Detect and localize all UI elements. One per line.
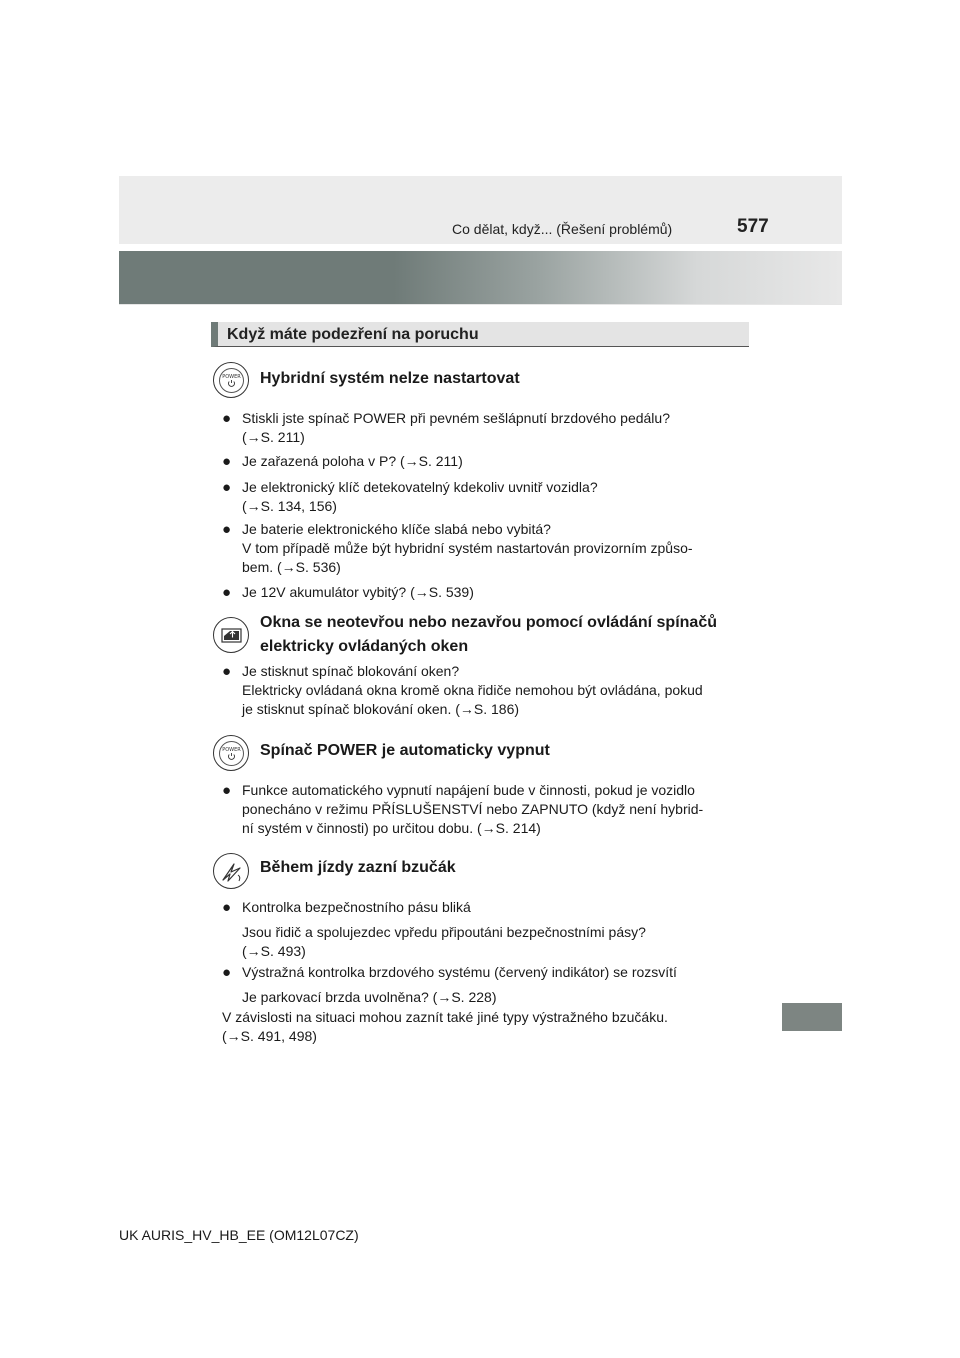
group-heading-windows [260,611,717,659]
bullet-icon: ● [222,964,232,981]
section-heading-text: Když máte podezření na poruchu [227,326,479,343]
bullet-icon: ● [222,521,232,538]
item-line: (→S. 211) [242,429,305,445]
item-line: Elektricky ovládaná okna kromě okna řidiče nemohou být ovládána, pokud [242,682,703,698]
item-line: (→S. 134, 156) [242,498,337,514]
power-icon-label: POWER [222,374,241,380]
header-title: Co dělat, když... (Řešení problémů) [452,221,673,237]
item-line: Je zařazená poloha v P? (→S. 211) [242,453,463,469]
bullet-icon: ● [222,410,232,427]
power-window-icon [213,617,249,653]
item-line: ponecháno v režimu PŘÍSLUŠENSTVÍ nebo ZAPNUTO (když není hybrid- [242,801,704,817]
item-line: V tom případě může být hybridní systém nastartován provizorním způso- [242,540,693,556]
note-line: (→S. 491, 498) [222,1028,317,1044]
section-heading [211,322,749,347]
item-line: Výstražná kontrolka brzdového systému (červený indikátor) se rozsvítí [242,964,677,980]
item-detail: (→S. 493) [242,943,306,959]
bullet-icon: ● [222,782,232,799]
item-line: Je stisknut spínač blokování oken? [242,663,460,679]
item-line: Je elektronický klíč detekovatelný kdekoliv uvnitř vozidla? [242,479,598,495]
heading-line: Okna se neotevřou nebo nezavřou pomocí ovládání spínačů [260,614,717,631]
group-heading-power-off: Spínač POWER je automaticky vypnut [260,742,550,759]
chapter-band [119,251,842,304]
item-line: ní systém v činnosti) po určitou dobu. (→S. 214) [242,820,541,836]
bullet-icon: ● [222,584,232,601]
note-line: V závislosti na situaci mohou zaznít také jiné typy výstražného bzučáku. [222,1009,668,1025]
item-detail: Je parkovací brzda uvolněna? (→S. 228) [242,989,497,1005]
power-button-icon [213,735,249,771]
power-button-icon [213,362,249,398]
page-number: 577 [737,216,769,237]
item-line: je stisknut spínač blokování oken. (→S. 186) [242,701,520,717]
item-line: Stiskli jste spínač POWER při pevném sešlápnutí brzdového pedálu? [242,410,670,426]
bullet-icon: ● [222,479,232,496]
bullet-icon: ● [222,663,232,680]
item-line: Kontrolka bezpečnostního pásu bliká [242,899,471,915]
item-line: Je 12V akumulátor vybitý? (→S. 539) [242,584,474,600]
heading-line: elektricky ovládaných oken [260,638,469,655]
buzzer-icon [213,853,249,889]
chapter-tab [782,1003,842,1031]
item-line: Funkce automatického vypnutí napájení bude v činnosti, pokud je vozidlo [242,782,695,798]
item-line: Je baterie elektronického klíče slabá nebo vybitá? [242,521,551,537]
bullet-icon: ● [222,899,232,916]
note [222,1008,752,1046]
group-heading-start: Hybridní systém nelze nastartovat [260,370,520,387]
divider [119,304,842,305]
item-detail: Jsou řidič a spolujezdec vpředu připoutáni bezpečnostními pásy? [242,924,646,940]
bullet-icon: ● [222,453,232,470]
footer-code: UK AURIS_HV_HB_EE (OM12L07CZ) [119,1227,359,1243]
group-heading-buzzer: Během jízdy zazní bzučák [260,859,456,876]
item-line: bem. (→S. 536) [242,559,341,575]
power-icon-label: POWER [222,747,241,753]
